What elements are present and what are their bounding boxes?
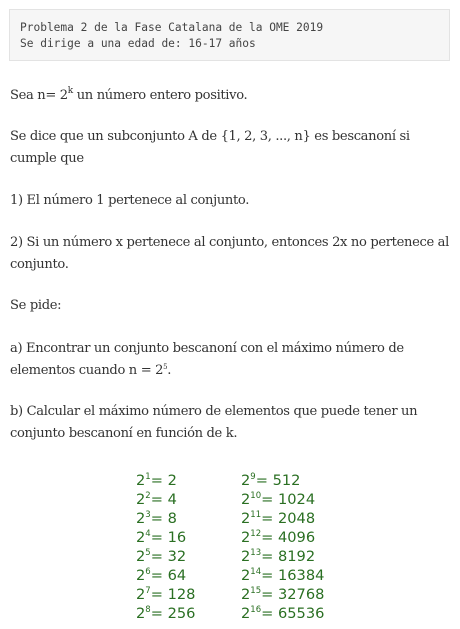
paragraph-bescanoni-definition: Se dice que un subconjunto A de {1, 2, 3, ..., n} es bescanoní si cumple que [10,129,410,166]
power-value: = 8 [150,510,177,527]
paragraph-condition-2: 2) Si un número x pertenece al conjunto, entonces 2x no pertenece al conjunto. [10,235,449,272]
power-value: = 32 [150,548,187,565]
header-line-2: Se dirige a una edad de: 16-17 años [20,37,256,50]
power-base: 2 [136,472,146,489]
power-value: = 2048 [261,510,316,527]
paragraph-part-b: b) Calcular el máximo número de elementos que puede tener un conjunto bescanoní en función de k. [10,404,418,441]
power-row [136,528,195,547]
power-value: = 1024 [261,491,316,508]
power-exponent: 13 [250,548,262,558]
power-exponent: 12 [250,529,262,539]
power-row [241,509,324,528]
power-row [241,528,324,547]
power-exponent: 4 [145,529,151,539]
power-base: 2 [136,548,146,565]
p6-exponent: 5 [163,362,168,371]
power-value: = 128 [150,586,196,603]
power-row [241,471,324,490]
power-exponent: 2 [145,491,151,501]
power-exponent: 1 [145,472,151,482]
power-exponent: 8 [145,605,151,615]
p6-text-before: a) Encontrar un conjunto bescanoní con el máximo número de elementos cuando n = 2 [10,341,404,378]
power-value: = 4096 [261,529,316,546]
power-base: 2 [136,491,146,508]
power-base: 2 [241,548,251,565]
power-exponent: 15 [250,586,262,596]
power-exponent: 10 [250,491,262,501]
power-exponent: 7 [145,586,151,596]
power-exponent: 11 [250,510,262,520]
problem-header-box [9,9,450,61]
power-exponent: 6 [145,567,151,577]
p1-text-after: un número entero positivo. [72,88,248,103]
power-base: 2 [136,529,146,546]
power-base: 2 [241,605,251,622]
power-row [136,566,195,585]
power-base: 2 [136,567,146,584]
power-base: 2 [241,567,251,584]
power-row [136,509,195,528]
power-base: 2 [241,510,251,527]
p1-exponent: k [67,86,73,96]
power-value: = 32768 [261,586,325,603]
paragraph-part-a [10,338,450,381]
header-line-1: Problema 2 de la Fase Catalana de la OME 2019 [20,21,324,34]
power-row [241,604,324,623]
power-row [241,566,324,585]
power-value: = 2 [150,472,177,489]
power-value: = 16 [150,529,187,546]
power-base: 2 [136,510,146,527]
power-base: 2 [241,491,251,508]
power-row [241,490,324,509]
power-row [136,585,195,604]
power-exponent: 3 [145,510,151,520]
power-base: 2 [136,586,146,603]
power-value: = 8192 [261,548,316,565]
p6-text-after: . [167,362,172,378]
powers-table-right [241,471,324,623]
power-value: = 4 [150,491,177,508]
power-value: = 512 [255,472,301,489]
paragraph-definition-n [10,85,450,107]
paragraph-condition-1: 1) El número 1 pertenece al conjunto. [10,193,250,208]
power-row [136,604,195,623]
power-value: = 16384 [261,567,325,584]
power-row [241,585,324,604]
power-row [136,490,195,509]
power-exponent: 9 [250,472,256,482]
power-base: 2 [241,472,251,489]
power-exponent: 5 [145,548,151,558]
power-row [136,547,195,566]
power-value: = 64 [150,567,187,584]
power-base: 2 [241,529,251,546]
paragraph-se-pide: Se pide: [10,298,62,313]
power-base: 2 [136,605,146,622]
power-row [136,471,195,490]
power-exponent: 14 [250,567,262,577]
power-value: = 256 [150,605,196,622]
power-value: = 65536 [261,605,325,622]
power-row [241,547,324,566]
power-exponent: 16 [250,605,262,615]
powers-table-left [136,471,195,623]
p1-text-before: Sea n= 2 [10,88,68,103]
power-base: 2 [241,586,251,603]
